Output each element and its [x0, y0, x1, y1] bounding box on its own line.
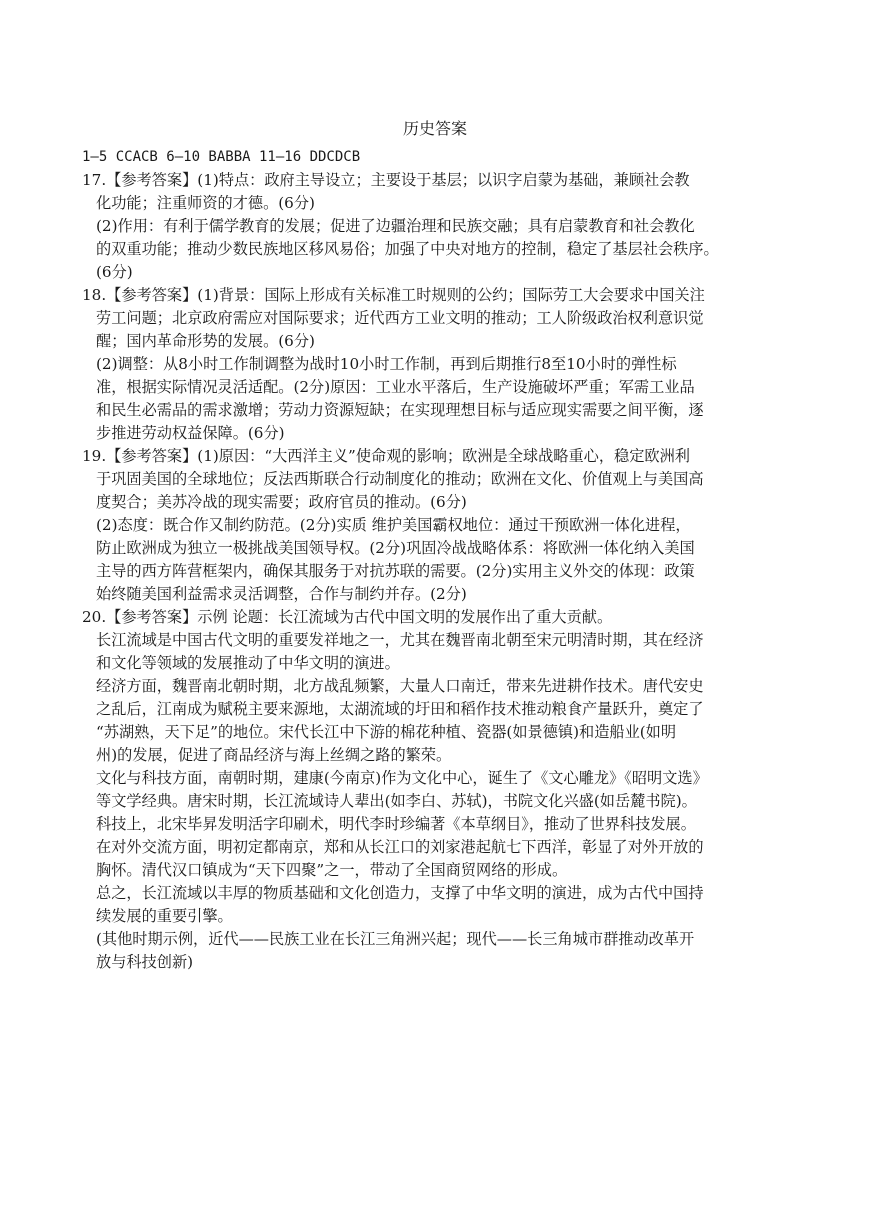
- q19-line-5: 防止欧洲成为独立一极挑战美国领导权。(2分)巩固冷战战略体系：将欧洲一体化纳入美国: [96, 539, 695, 557]
- q20-line-3: 和文化等领域的发展推动了中华文明的演进。: [96, 654, 400, 672]
- q20-line-2: 长江流域是中国古代文明的重要发祥地之一，尤其在魏晋南北朝至宋元明清时期，其在经济: [96, 631, 704, 649]
- q20-line-8: 文化与科技方面，南朝时期，建康(今南京)作为文化中心，诞生了《文心雕龙》《昭明文选》: [96, 769, 708, 787]
- q18-line-7: 步推进劳动权益保障。(6分): [96, 424, 285, 442]
- q18-line-5: 准，根据实际情况灵活适配。(2分)原因：工业水平落后，生产设施破坏严重；军需工业品: [96, 378, 695, 396]
- q20-line-7: 州)的发展，促进了商品经济与海上丝绸之路的繁荣。: [96, 746, 452, 764]
- q17-line-1: 17.【参考答案】(1)特点：政府主导设立；主要设于基层；以识字启蒙为基础，兼顾社会教: [82, 171, 690, 189]
- q18-line-4: (2)调整：从8小时工作制调整为战时10小时工作制，再到后期推行8至10小时的弹性标: [96, 355, 677, 373]
- q18-line-6: 和民生必需品的需求激增；劳动力资源短缺；在实现理想目标与适应现实需要之间平衡，逐: [96, 401, 704, 419]
- q20-line-16: 放与科技创新): [96, 953, 194, 971]
- q20-line-15: (其他时期示例，近代——民族工业在长江三角洲兴起；现代——长三角城市群推动改革开: [96, 930, 695, 948]
- q20-line-10: 科技上，北宋毕昇发明活字印刷术，明代李时珍编著《本草纲目》，推动了世界科技发展。: [96, 815, 696, 833]
- q18-line-1: 18.【参考答案】(1)背景：国际上形成有关标准工时规则的公约；国际劳工大会要求中国关注: [82, 286, 705, 304]
- q19-line-6: 主导的西方阵营框架内，确保其服务于对抗苏联的需要。(2分)实用主义外交的体现：政策: [96, 562, 695, 580]
- q20-line-1: 20.【参考答案】示例 论题：长江流域为古代中国文明的发展作出了重大贡献。: [82, 608, 613, 626]
- q20-line-13: 总之，长江流域以丰厚的物质基础和文化创造力，支撑了中华文明的演进，成为古代中国持: [96, 884, 704, 902]
- q19-line-2: 于巩固美国的全球地位；反法西斯联合行动制度化的推动；欧洲在文化、价值观上与美国高: [96, 470, 704, 488]
- q17-line-3: (2)作用：有利于儒学教育的发展；促进了边疆治理和民族交融；具有启蒙教育和社会教化: [96, 217, 695, 235]
- document-title: 历史答案: [402, 119, 467, 138]
- q20-line-12: 胸怀。清代汉口镇成为“天下四聚”之一，带动了全国商贸网络的形成。: [96, 861, 568, 879]
- answer-body: [82, 146, 812, 974]
- q17-line-5: (6分): [96, 263, 133, 281]
- q20-line-11: 在对外交流方面，明初定都南京，郑和从长江口的刘家港起航七下西洋，彰显了对外开放的: [96, 838, 704, 856]
- q19-line-7: 始终随美国利益需求灵活调整，合作与制约并存。(2分): [96, 585, 467, 603]
- multiple-choice-answers: 1—5 CCACB 6—10 BABBA 11—16 DDCDCB: [82, 149, 361, 165]
- q18-line-2: 劳工问题；北京政府需应对国际要求；近代西方工业文明的推动；工人阶级政治权利意识觉: [96, 309, 704, 327]
- q17-line-2: 化功能；注重师资的才德。(6分): [96, 194, 315, 212]
- q20-line-14: 续发展的重要引擎。: [96, 907, 233, 925]
- q19-line-4: (2)态度：既合作又制约防范。(2分)实质 维护美国霸权地位：通过干预欧洲一体化进程，: [96, 516, 691, 534]
- q19-line-3: 度契合；美苏冷战的现实需要；政府官员的推动。(6分): [96, 493, 467, 511]
- q20-line-9: 等文学经典。唐宋时期，长江流域诗人辈出(如李白、苏轼)，书院文化兴盛(如岳麓书院)。: [96, 792, 697, 810]
- q19-line-1: 19.【参考答案】(1)原因：“大西洋主义”使命观的影响；欧洲是全球战略重心，稳定欧洲利: [82, 447, 690, 465]
- q17-line-4: 的双重功能；推动少数民族地区移风易俗；加强了中央对地方的控制，稳定了基层社会秩序。: [96, 240, 719, 258]
- q18-line-3: 醒；国内革命形势的发展。(6分): [96, 332, 315, 350]
- q20-line-6: “苏湖熟，天下足”的地位。宋代长江中下游的棉花种植、瓷器(如景德镇)和造船业(如明: [96, 723, 677, 741]
- q20-line-5: 之乱后，江南成为赋税主要来源地，太湖流域的圩田和稻作技术推动粮食产量跃升，奠定了: [96, 700, 704, 718]
- q20-line-4: 经济方面，魏晋南北朝时期，北方战乱频繁，大量人口南迁，带来先进耕作技术。唐代安史: [96, 677, 704, 695]
